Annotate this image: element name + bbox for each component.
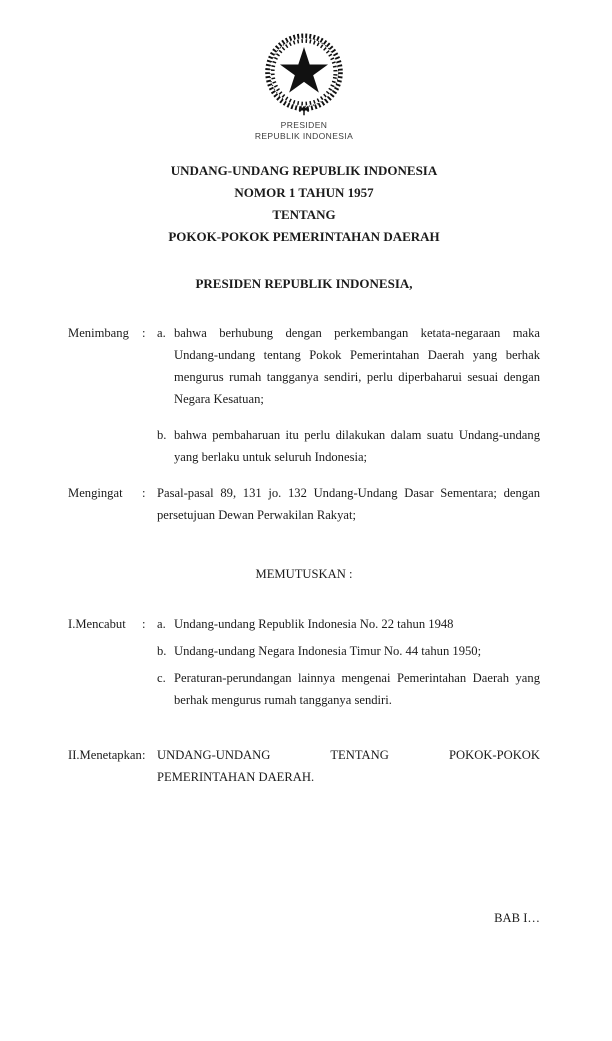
preamble-section [68, 322, 540, 526]
document-title [68, 160, 540, 248]
clause-text: Pasal-pasal 89, 131 jo. 132 Undang-Undang Dasar Sementara; dengan persetujuan Dewan Perwakilan Rakyat; [157, 486, 540, 522]
decision-heading: MEMUTUSKAN : [255, 567, 353, 581]
clause-menimbang [68, 322, 540, 468]
emblem-caption-line1: PRESIDEN [280, 120, 328, 130]
clause-label: II.Menetapkan [68, 748, 142, 762]
emblem-caption [68, 120, 540, 142]
clause-menetapkan [68, 744, 540, 788]
clause-mencabut [68, 613, 540, 711]
item-marker: c. [157, 671, 166, 685]
item-text: Undang-undang Negara Indonesia Timur No. 44 tahun 1950; [174, 644, 482, 658]
list-item-b [157, 640, 540, 662]
clause-label: I.Mencabut [68, 617, 126, 631]
item-marker: a. [157, 326, 166, 340]
title-line-3: TENTANG [272, 207, 336, 222]
clause-body [157, 322, 540, 468]
title-line-1: UNDANG-UNDANG REPUBLIK INDONESIA [170, 163, 438, 178]
masthead [68, 33, 540, 142]
item-marker: a. [157, 617, 166, 631]
presidential-star-wreath-seal-icon [257, 33, 351, 119]
list-item-c [157, 667, 540, 711]
clause-colon: : [142, 486, 146, 500]
salutation: PRESIDEN REPUBLIK INDONESIA, [195, 276, 413, 291]
clause-body [157, 613, 540, 711]
clause-label: Menimbang [68, 326, 129, 340]
decision-section [68, 613, 540, 788]
title-line-2: NOMOR 1 TAHUN 1957 [234, 185, 374, 200]
page-continuation-note: BAB I… [494, 911, 540, 925]
item-text: Undang-undang Republik Indonesia No. 22 tahun 1948 [174, 617, 454, 631]
list-item-b [157, 424, 540, 468]
list-item-a [157, 613, 540, 635]
clause-colon: : [142, 748, 146, 762]
title-line-4: POKOK-POKOK PEMERINTAHAN DAERAH [168, 229, 440, 244]
item-marker: b. [157, 428, 167, 442]
emblem-caption-line2: REPUBLIK INDONESIA [254, 131, 354, 141]
clause-mengingat [68, 482, 540, 526]
clause-colon: : [142, 326, 146, 340]
item-text: bahwa pembaharuan itu perlu dilakukan dalam suatu Undang-undang yang berlaku untuk seluruh Indonesia; [174, 428, 540, 464]
decision-text-line-1: UNDANG-UNDANG TENTANG POKOK-POKOK [157, 748, 540, 762]
clause-colon: : [142, 617, 146, 631]
item-marker: b. [157, 644, 167, 658]
decision-text-line-2: PEMERINTAHAN DAERAH. [157, 770, 315, 784]
item-text: Peraturan-perundangan lainnya mengenai Pemerintahan Daerah yang berhak mengurus rumah tangganya sendiri. [174, 671, 540, 707]
document-page [0, 33, 612, 929]
item-text: bahwa berhubung dengan perkembangan ketata-negaraan maka Undang-undang tentang Pokok Pemerintahan Daerah yang berhak mengurus rumah tangganya sendiri, perlu diperbaharui sesuai dengan Negara Kesatuan; [174, 326, 540, 406]
list-item-a [157, 322, 540, 410]
clause-label: Mengingat [68, 486, 123, 500]
